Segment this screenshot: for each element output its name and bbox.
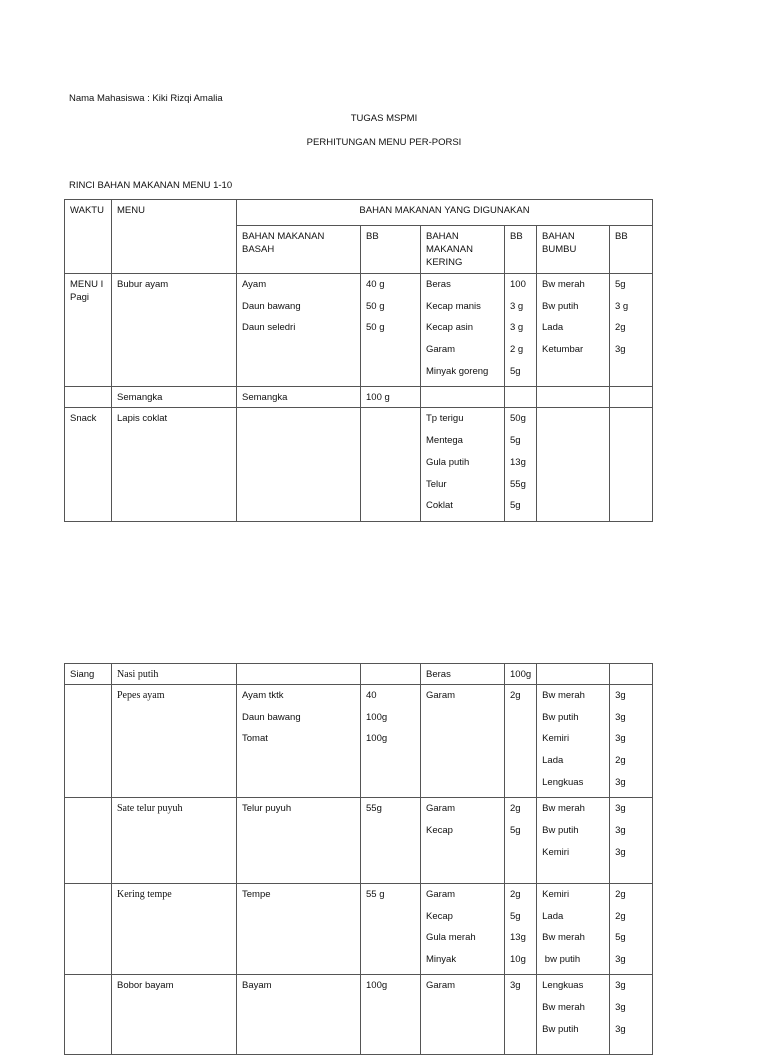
- list-item: 3g: [615, 846, 626, 858]
- document-subtitle: PERHITUNGAN MENU PER-PORSI: [306, 137, 462, 148]
- header-waktu: WAKTU: [65, 200, 112, 274]
- kering-bb-list: [505, 274, 537, 387]
- row-menu: Sate telur puyuh: [112, 798, 237, 884]
- list-item: 5g: [510, 825, 521, 837]
- list-item: Kecap: [426, 825, 453, 837]
- list-item: 3g: [615, 803, 626, 815]
- row-bumbu: [537, 664, 610, 685]
- header-kering: BAHAN MAKANAN KERING: [421, 226, 505, 274]
- row-bumbu-bb: [610, 664, 653, 685]
- kering-bb-list: [505, 408, 537, 521]
- list-item: 13g: [510, 932, 526, 944]
- row-basah: [237, 408, 361, 521]
- bumbu-bb-list: [610, 274, 653, 387]
- kering-list: [421, 274, 505, 387]
- list-item: Tp terigu: [426, 413, 464, 425]
- list-item: Coklat: [426, 500, 453, 512]
- header-bb-kering: BB: [505, 226, 537, 274]
- list-item: 40 g: [366, 279, 385, 290]
- row-menu: Nasi putih: [112, 664, 237, 685]
- list-item: 5g: [510, 435, 521, 447]
- row-bumbu-bb: [610, 408, 653, 521]
- bumbu-list: [537, 798, 610, 884]
- list-item: Lada: [542, 322, 564, 334]
- bumbu-list: [537, 884, 610, 975]
- row-basah-bb: 55g: [361, 798, 421, 884]
- list-item: 3g: [615, 690, 626, 701]
- list-item: Gula putih: [426, 456, 470, 468]
- list-item: Garam: [426, 803, 456, 815]
- list-item: 3 g: [510, 322, 524, 334]
- kering-list: [421, 884, 505, 975]
- list-item: 10g: [510, 953, 526, 965]
- row-bumbu-bb: [610, 387, 653, 408]
- row-kering: Garam: [421, 975, 505, 1055]
- row-basah: Bayam: [237, 975, 361, 1055]
- list-item: 3g: [615, 776, 626, 788]
- row-basah: Telur puyuh: [237, 798, 361, 884]
- header-bahan-group: BAHAN MAKANAN YANG DIGUNAKAN: [237, 200, 653, 226]
- row-basah-bb: 55 g: [361, 884, 421, 975]
- row-menu: Pepes ayam: [112, 685, 237, 798]
- list-item: 3g: [615, 1023, 626, 1035]
- table-row: [65, 387, 653, 408]
- list-item: 50 g: [366, 322, 385, 334]
- list-item: 2g: [615, 889, 626, 901]
- header-bb-bumbu: BB: [610, 226, 653, 274]
- row-waktu: Siang: [65, 664, 112, 685]
- row-kering: Beras: [421, 664, 505, 685]
- kering-list: [421, 798, 505, 884]
- row-waktu: [65, 387, 112, 408]
- basah-list: [237, 274, 361, 387]
- list-item: Kemiri: [542, 733, 570, 745]
- list-item: 3g: [615, 825, 626, 837]
- list-item: 100g: [366, 711, 388, 723]
- list-item: Tomat: [242, 733, 268, 745]
- task-title: TUGAS MSPMI: [350, 113, 418, 124]
- list-item: Ketumbar: [542, 344, 584, 356]
- basah-bb-list: [361, 685, 421, 798]
- basah-list: [237, 685, 361, 798]
- list-item: Bw merah: [542, 803, 585, 815]
- list-item: Bw putih: [542, 711, 579, 723]
- list-item: 3g: [615, 980, 626, 992]
- bumbu-list: [537, 975, 610, 1055]
- list-item: Bw merah: [542, 932, 585, 944]
- list-item: 3g: [615, 953, 626, 965]
- list-item: 13g: [510, 456, 526, 468]
- list-item: Daun bawang: [242, 300, 301, 312]
- list-item: Bw putih: [542, 300, 579, 312]
- list-item: Mentega: [426, 435, 463, 447]
- table-row: [65, 798, 653, 884]
- list-item: 2g: [510, 889, 521, 901]
- list-item: Telur: [426, 478, 447, 490]
- list-item: Daun bawang: [242, 711, 301, 723]
- row-basah-bb: 100g: [361, 975, 421, 1055]
- list-item: 5g: [510, 910, 521, 922]
- list-item: 100g: [366, 733, 388, 745]
- list-item: Kemiri: [542, 846, 570, 858]
- list-item: 5g: [510, 365, 521, 377]
- row-waktu: [65, 685, 112, 798]
- menu-table-1: [64, 199, 653, 522]
- bumbu-bb-list: [610, 975, 653, 1055]
- row-kering-bb: 3g: [505, 975, 537, 1055]
- table-row: [65, 408, 653, 521]
- list-item: Kecap manis: [426, 300, 481, 312]
- row-waktu: [65, 975, 112, 1055]
- bumbu-bb-list: [610, 685, 653, 798]
- basah-bb-list: [361, 274, 421, 387]
- list-item: Minyak: [426, 953, 457, 965]
- row-kering: [421, 387, 505, 408]
- list-item: Lengkuas: [542, 776, 584, 788]
- table-row: [65, 975, 653, 1055]
- table-row: [65, 884, 653, 975]
- list-item: 3g: [615, 344, 626, 356]
- list-item: Bw merah: [542, 1002, 585, 1014]
- list-item: 40: [366, 690, 377, 701]
- row-basah-bb: [361, 664, 421, 685]
- row-kering-bb: 2g: [505, 685, 537, 798]
- list-item: 2g: [510, 803, 521, 815]
- row-basah: [237, 664, 361, 685]
- list-item: Lada: [542, 755, 564, 767]
- kering-list: [421, 408, 505, 521]
- list-item: 5g: [615, 279, 626, 290]
- section-heading: RINCI BAHAN MAKANAN MENU 1-10: [69, 180, 233, 191]
- list-item: Gula merah: [426, 932, 476, 944]
- row-menu: Bobor bayam: [112, 975, 237, 1055]
- row-menu: Bubur ayam: [112, 274, 237, 387]
- row-waktu: [65, 884, 112, 975]
- student-name: Nama Mahasiswa : Kiki Rizqi Amalia: [69, 93, 223, 104]
- list-item: 5g: [510, 500, 521, 512]
- list-item: Bw putih: [542, 825, 579, 837]
- row-basah: Tempe: [237, 884, 361, 975]
- list-item: Ayam: [242, 279, 267, 290]
- list-item: 2g: [615, 755, 626, 767]
- row-kering-bb: 100g: [505, 664, 537, 685]
- menu-table-2: [64, 663, 653, 1055]
- row-bumbu: [537, 408, 610, 521]
- list-item: Garam: [426, 344, 456, 356]
- list-item: Kecap: [426, 910, 453, 922]
- list-item: Daun seledri: [242, 322, 296, 334]
- list-item: Ayam tktk: [242, 690, 284, 701]
- row-kering: Garam: [421, 685, 505, 798]
- header-bb-basah: BB: [361, 226, 421, 274]
- list-item: Bw merah: [542, 690, 585, 701]
- row-bumbu: [537, 387, 610, 408]
- list-item: 50g: [510, 413, 526, 425]
- list-item: 3g: [615, 711, 626, 723]
- list-item: 50 g: [366, 300, 385, 312]
- row-waktu: Snack: [65, 408, 112, 521]
- list-item: 3 g: [510, 300, 524, 312]
- row-menu: Semangka: [112, 387, 237, 408]
- header-bumbu: BAHAN BUMBU: [537, 226, 610, 274]
- list-item: 3g: [615, 1002, 626, 1014]
- list-item: Lengkuas: [542, 980, 584, 992]
- table-row: [65, 685, 653, 798]
- list-item: 5g: [615, 932, 626, 944]
- row-kering-bb: [505, 387, 537, 408]
- row-waktu: [65, 798, 112, 884]
- list-item: Garam: [426, 889, 456, 901]
- list-item: Kecap asin: [426, 322, 474, 334]
- table-row: [65, 274, 653, 387]
- row-basah-bb: [361, 408, 421, 521]
- list-item: 3 g: [615, 300, 629, 312]
- list-item: 55g: [510, 478, 526, 490]
- list-item: 2g: [615, 322, 626, 334]
- list-item: 2 g: [510, 344, 524, 356]
- row-menu: Lapis coklat: [112, 408, 237, 521]
- row-basah: Semangka: [237, 387, 361, 408]
- list-item: 100: [510, 279, 526, 290]
- list-item: Lada: [542, 910, 564, 922]
- kering-bb-list: [505, 798, 537, 884]
- bumbu-bb-list: [610, 798, 653, 884]
- row-basah-bb: 100 g: [361, 387, 421, 408]
- list-item: Beras: [426, 279, 451, 290]
- bumbu-bb-list: [610, 884, 653, 975]
- list-item: Bw putih: [542, 1023, 579, 1035]
- bumbu-list: [537, 685, 610, 798]
- list-item: Bw merah: [542, 279, 585, 290]
- header-menu: MENU: [112, 200, 237, 274]
- table-row: [65, 664, 653, 685]
- row-waktu: MENU I Pagi: [65, 274, 112, 387]
- bumbu-list: [537, 274, 610, 387]
- header-basah: BAHAN MAKANAN BASAH: [237, 226, 361, 274]
- list-item: 2g: [615, 910, 626, 922]
- list-item: Kemiri: [542, 889, 570, 901]
- row-menu: Kering tempe: [112, 884, 237, 975]
- list-item: bw putih: [542, 953, 581, 965]
- list-item: Minyak goreng: [426, 365, 489, 377]
- list-item: 3g: [615, 733, 626, 745]
- kering-bb-list: [505, 884, 537, 975]
